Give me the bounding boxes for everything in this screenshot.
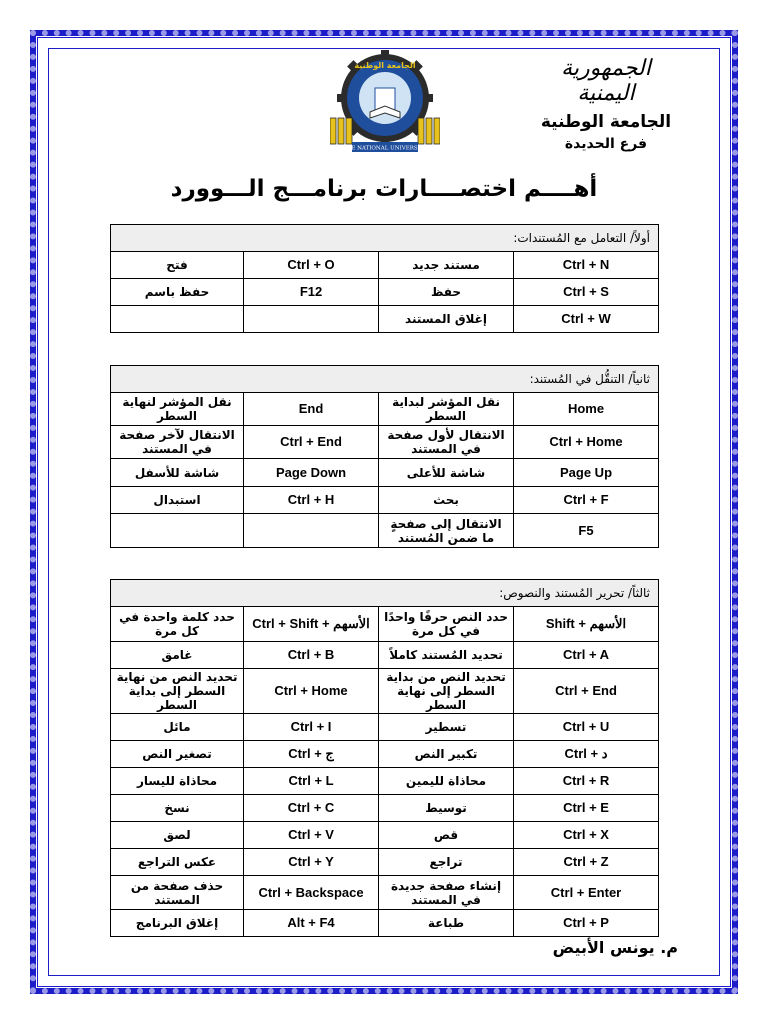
table-cell: Ctrl + R	[514, 768, 659, 795]
table-cell: د + Ctrl	[514, 741, 659, 768]
table-cell: ج + Ctrl	[244, 741, 379, 768]
table-row	[111, 252, 659, 279]
table-cell: Page Down	[244, 459, 379, 487]
table-cell	[244, 306, 379, 333]
table-cell: Ctrl + A	[514, 642, 659, 669]
page-title: أهــــم اختصــــارات برنامـــج الـــوورد	[170, 176, 598, 202]
table-cell: حدد كلمة واحدة في كل مرة	[111, 607, 244, 642]
table-cell: Ctrl + End	[514, 669, 659, 714]
table-row	[111, 849, 659, 876]
table-cell: نقل المؤشر لبداية السطر	[379, 393, 514, 426]
table-cell: تراجع	[379, 849, 514, 876]
logo-arabic-text: الجامعة الوطنية	[354, 61, 416, 70]
documents-table	[110, 224, 659, 333]
table-row	[111, 768, 659, 795]
table-cell: F5	[514, 514, 659, 548]
table-cell: Ctrl + C	[244, 795, 379, 822]
table-cell: Ctrl + F	[514, 487, 659, 514]
table-row	[111, 910, 659, 937]
author-signature: م. يونس الأبيض	[552, 938, 678, 957]
table-row	[111, 795, 659, 822]
republic-calligraphy: الجمهورية اليمنية	[561, 56, 651, 106]
table-cell: Ctrl + H	[244, 487, 379, 514]
table-cell: حفظ باسم	[111, 279, 244, 306]
table-row	[111, 393, 659, 426]
table-cell: Ctrl + I	[244, 714, 379, 741]
university-logo	[330, 48, 440, 158]
table-cell: Ctrl + W	[514, 306, 659, 333]
table-cell: Ctrl + O	[244, 252, 379, 279]
table-row	[111, 514, 659, 548]
table-cell: Ctrl + P	[514, 910, 659, 937]
table-row	[111, 822, 659, 849]
logo-english-text: THE NATIONAL UNIVERSITY	[342, 145, 428, 152]
university-name: الجامعة الوطنية	[540, 112, 672, 132]
table-cell: Home	[514, 393, 659, 426]
table-cell: الأسهم + Ctrl + Shift	[244, 607, 379, 642]
table-cell: تسطير	[379, 714, 514, 741]
table-row	[111, 642, 659, 669]
table-cell: إنشاء صفحة جديدة في المستند	[379, 876, 514, 910]
table-cell: Ctrl + Y	[244, 849, 379, 876]
table-row	[111, 487, 659, 514]
section-heading: ثانياً/ التنقُّل في المُستند:	[111, 366, 659, 393]
section-heading: أولاً/ التعامل مع المُستندات:	[111, 225, 659, 252]
section-heading: ثالثاً/ تحرير المُستند والنصوص:	[111, 580, 659, 607]
table-cell: نسخ	[111, 795, 244, 822]
table-cell: Ctrl + X	[514, 822, 659, 849]
table-cell: شاشة للأعلى	[379, 459, 514, 487]
table-cell: نقل المؤشر لنهاية السطر	[111, 393, 244, 426]
table-row	[111, 607, 659, 642]
table-cell: تكبير النص	[379, 741, 514, 768]
table-cell: Ctrl + Z	[514, 849, 659, 876]
table-row	[111, 669, 659, 714]
table-cell: تحديد المُستند كاملاً	[379, 642, 514, 669]
table-cell: محاذاة لليسار	[111, 768, 244, 795]
table-row	[111, 876, 659, 910]
table-row	[111, 306, 659, 333]
table-cell: تصغير النص	[111, 741, 244, 768]
table-cell: F12	[244, 279, 379, 306]
table-cell: Ctrl + V	[244, 822, 379, 849]
table-cell: الأسهم + Shift	[514, 607, 659, 642]
table-cell: Ctrl + Home	[514, 426, 659, 459]
table-cell: استبدال	[111, 487, 244, 514]
table-cell: End	[244, 393, 379, 426]
table-cell: Ctrl + Home	[244, 669, 379, 714]
table-row	[111, 279, 659, 306]
table-cell: Page Up	[514, 459, 659, 487]
table-cell	[244, 514, 379, 548]
table-cell: عكس التراجع	[111, 849, 244, 876]
table-cell	[111, 306, 244, 333]
table-cell: Ctrl + End	[244, 426, 379, 459]
table-cell: غامق	[111, 642, 244, 669]
editing-table	[110, 579, 659, 937]
table-cell: محاذاة لليمين	[379, 768, 514, 795]
table-cell: بحث	[379, 487, 514, 514]
table-cell	[111, 514, 244, 548]
table-cell: حفظ	[379, 279, 514, 306]
table-cell: توسيط	[379, 795, 514, 822]
table-cell: Alt + F4	[244, 910, 379, 937]
table-cell: Ctrl + N	[514, 252, 659, 279]
table-cell: مستند جديد	[379, 252, 514, 279]
table-cell: حذف صفحة من المستند	[111, 876, 244, 910]
navigation-table	[110, 365, 659, 548]
table-cell: إغلاق البرنامج	[111, 910, 244, 937]
table-cell: فتح	[111, 252, 244, 279]
table-cell: حدد النص حرفًا واحدًا في كل مرة	[379, 607, 514, 642]
table-cell: تحديد النص من نهاية السطر إلى بداية السطر	[111, 669, 244, 714]
table-cell: تحديد النص من بداية السطر إلى نهاية السطر	[379, 669, 514, 714]
table-row	[111, 459, 659, 487]
table-row	[111, 741, 659, 768]
table-cell: شاشة للأسفل	[111, 459, 244, 487]
table-cell: Ctrl + S	[514, 279, 659, 306]
table-cell: الانتقال لآخر صفحة في المستند	[111, 426, 244, 459]
table-cell: Ctrl + Backspace	[244, 876, 379, 910]
table-row	[111, 714, 659, 741]
table-cell: الانتقال إلى صفحةٍ ما ضمن المُستند	[379, 514, 514, 548]
table-cell: Ctrl + B	[244, 642, 379, 669]
table-cell: مائل	[111, 714, 244, 741]
table-cell: قص	[379, 822, 514, 849]
table-row	[111, 426, 659, 459]
table-cell: إغلاق المستند	[379, 306, 514, 333]
table-cell: Ctrl + L	[244, 768, 379, 795]
table-cell: طباعة	[379, 910, 514, 937]
table-cell: الانتقال لأول صفحة في المستند	[379, 426, 514, 459]
table-cell: Ctrl + E	[514, 795, 659, 822]
header-text	[536, 56, 676, 152]
table-cell: Ctrl + Enter	[514, 876, 659, 910]
table-cell: Ctrl + U	[514, 714, 659, 741]
branch-name: فرع الحديدة	[564, 136, 648, 152]
table-cell: لصق	[111, 822, 244, 849]
